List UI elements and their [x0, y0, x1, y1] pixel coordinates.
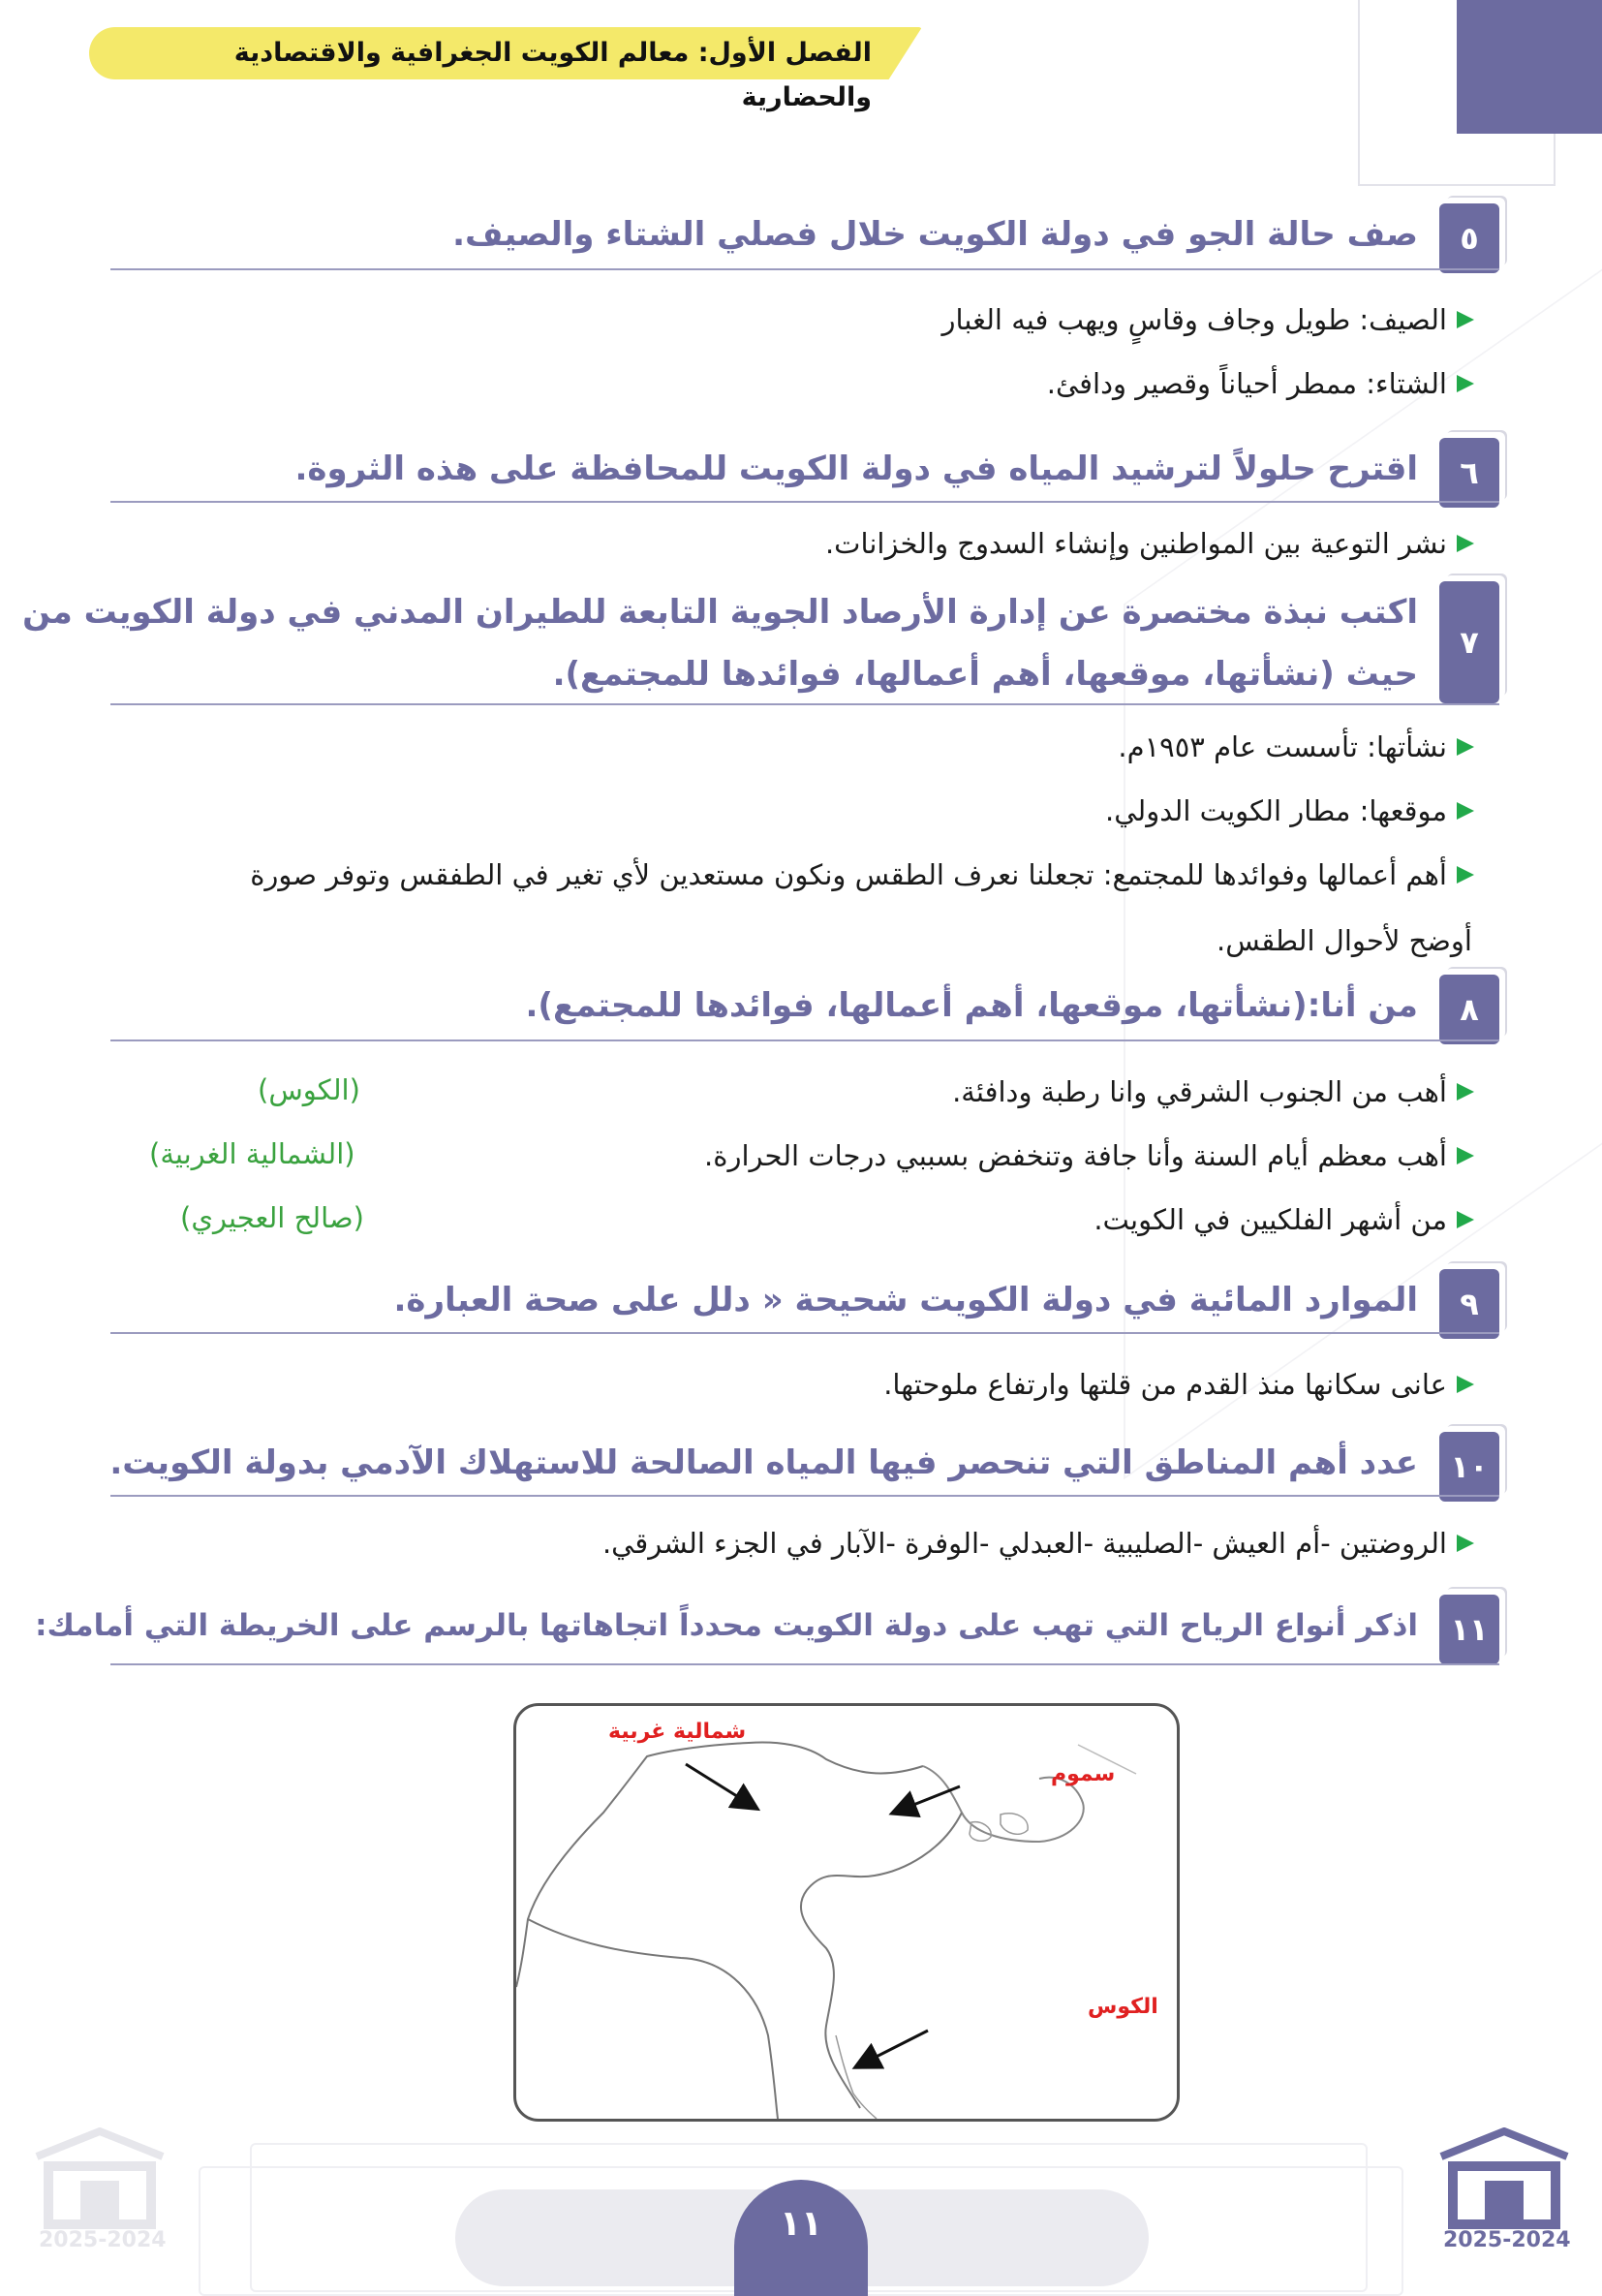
answer-text: نشأتها: تأسست عام ١٩٥٣م.	[1118, 730, 1447, 763]
answer-item	[1047, 352, 1474, 416]
question-11	[35, 1595, 1499, 1664]
answer-item	[250, 843, 1474, 907]
map-label-simoom: سموم	[1051, 1762, 1116, 1786]
answer-response: (الكوس)	[258, 1073, 360, 1106]
question-number: ٥	[1439, 203, 1499, 273]
question-underline	[110, 501, 1499, 503]
question-5	[452, 203, 1499, 273]
answer-item	[1094, 1188, 1474, 1252]
answer-text: الروضتين -أم العيش -الصليبية -العبدلي -الوفرة -الآبار في الجزء الشرقي.	[601, 1527, 1447, 1560]
question-number: ٦	[1439, 438, 1499, 508]
question-underline	[110, 1039, 1499, 1041]
kuwait-wind-map	[513, 1703, 1180, 2122]
question-number: ٧	[1439, 581, 1499, 703]
question-underline	[110, 703, 1499, 705]
answer-item	[1118, 715, 1474, 779]
answer-response: (الشمالية الغربية)	[149, 1137, 355, 1170]
arrow-bullet-icon	[1457, 1535, 1474, 1552]
answer-item	[942, 288, 1474, 352]
logo-years: 2025-2024	[39, 2228, 167, 2252]
answer-response: (صالح العجيري)	[180, 1201, 364, 1234]
answer-text: نشر التوعية بين المواطنين وإنشاء السدوج والخزانات.	[824, 527, 1447, 560]
school-logo-icon	[27, 2127, 172, 2234]
brand-logo-faded	[27, 2127, 172, 2253]
question-text: صف حالة الجو في دولة الكويت خلال فصلي الشتاء والصيف.	[452, 215, 1418, 254]
question-text: من أنا:(نشأتها، موقعها، أهم أعمالها، فوائدها للمجتمع).	[525, 986, 1418, 1025]
arrow-bullet-icon	[1457, 738, 1474, 756]
answer-item	[952, 1060, 1474, 1124]
question-text: عدد أهم المناطق التي تنحصر فيها المياه الصالحة للاستهلاك الآدمي بدولة الكويت.	[109, 1443, 1418, 1482]
question-8	[526, 975, 1499, 1044]
answer-text: عانى سكانها منذ القدم من قلتها وارتفاع ملوحتها.	[883, 1368, 1447, 1401]
wind-arrow-kaus	[857, 2031, 928, 2066]
question-text-line-2: حيث (نشأتها، موقعها، أهم أعمالها، فوائدها للمجتمع).	[552, 655, 1418, 694]
question-7	[22, 581, 1499, 705]
question-number: ٨	[1439, 975, 1499, 1044]
arrow-bullet-icon	[1457, 1376, 1474, 1393]
arrow-bullet-icon	[1457, 375, 1474, 392]
wind-arrow-simoom	[894, 1786, 960, 1813]
question-underline	[110, 268, 1499, 270]
question-10	[109, 1432, 1499, 1502]
answer-text: أوضح لأحوال الطقس.	[1217, 924, 1472, 957]
chapter-title: الفصل الأول: معالم الكويت الجغرافية والاقتصادية والحضارية	[233, 38, 872, 112]
answer-item	[883, 1352, 1474, 1416]
arrow-bullet-icon	[1457, 311, 1474, 328]
answer-text: أهب من الجنوب الشرقي وانا رطبة ودافئة.	[952, 1075, 1447, 1108]
arrow-bullet-icon	[1457, 866, 1474, 884]
arrow-bullet-icon	[1457, 1083, 1474, 1101]
map-label-northwesterly: شمالية غربية	[608, 1720, 747, 1744]
arrow-bullet-icon	[1457, 535, 1474, 552]
question-text: اقترح حلولاً لترشيد المياه في دولة الكويت للمحافظة على هذه الثروة.	[294, 450, 1418, 488]
question-underline	[110, 1495, 1499, 1497]
answer-item	[825, 512, 1474, 575]
school-logo-icon	[1432, 2127, 1577, 2234]
map-label-kaus: الكوس	[1088, 1995, 1158, 2019]
answer-text: من أشهر الفلكيين في الكويت.	[1094, 1203, 1447, 1236]
question-number: ١١	[1439, 1595, 1499, 1664]
question-text: اذكر أنواع الرياح التي تهب على دولة الكويت محدداً اتجاهاتها بالرسم على الخريطة التي أمامك:	[35, 1608, 1418, 1643]
arrow-bullet-icon	[1457, 802, 1474, 820]
answer-text: أهب معظم أيام السنة وأنا جافة وتنخفض بسببي درجات الحرارة.	[704, 1139, 1447, 1172]
answer-text: الصيف: طويل وجاف وقاسٍ ويهب فيه الغبار	[941, 303, 1447, 336]
arrow-bullet-icon	[1457, 1147, 1474, 1164]
question-9	[394, 1269, 1500, 1339]
header-corner-block	[1457, 0, 1602, 134]
answer-item	[704, 1124, 1474, 1188]
question-text-line-1: اكتب نبذة مختصرة عن إدارة الأرصاد الجوية التابعة للطيران المدني في دولة الكويت من	[22, 593, 1418, 632]
answer-item	[602, 1511, 1474, 1575]
question-underline	[110, 1332, 1499, 1334]
answer-continuation	[1217, 909, 1472, 973]
brand-logo	[1432, 2127, 1577, 2253]
wind-arrow-northwesterly	[686, 1764, 755, 1808]
question-number: ١٠	[1439, 1432, 1499, 1502]
question-number: ٩	[1439, 1269, 1499, 1339]
question-6	[295, 438, 1500, 508]
answer-item	[1105, 779, 1474, 843]
answer-text: الشتاء: ممطر أحياناً وقصير ودافئ.	[1046, 367, 1447, 400]
question-text: الموارد المائية في دولة الكويت شحيحة « دلل على صحة العبارة.	[393, 1281, 1418, 1319]
page-number: ١١	[734, 2180, 868, 2296]
logo-years: 2025-2024	[1443, 2228, 1571, 2252]
arrow-bullet-icon	[1457, 1211, 1474, 1228]
answer-text: أهم أعمالها وفوائدها للمجتمع: تجعلنا نعرف الطقس ونكون مستعدين لأي تغير في الطفقس وتوفر صورة	[250, 858, 1447, 891]
answer-text: موقعها: مطار الكويت الدولي.	[1105, 794, 1447, 827]
question-underline	[110, 1663, 1499, 1665]
